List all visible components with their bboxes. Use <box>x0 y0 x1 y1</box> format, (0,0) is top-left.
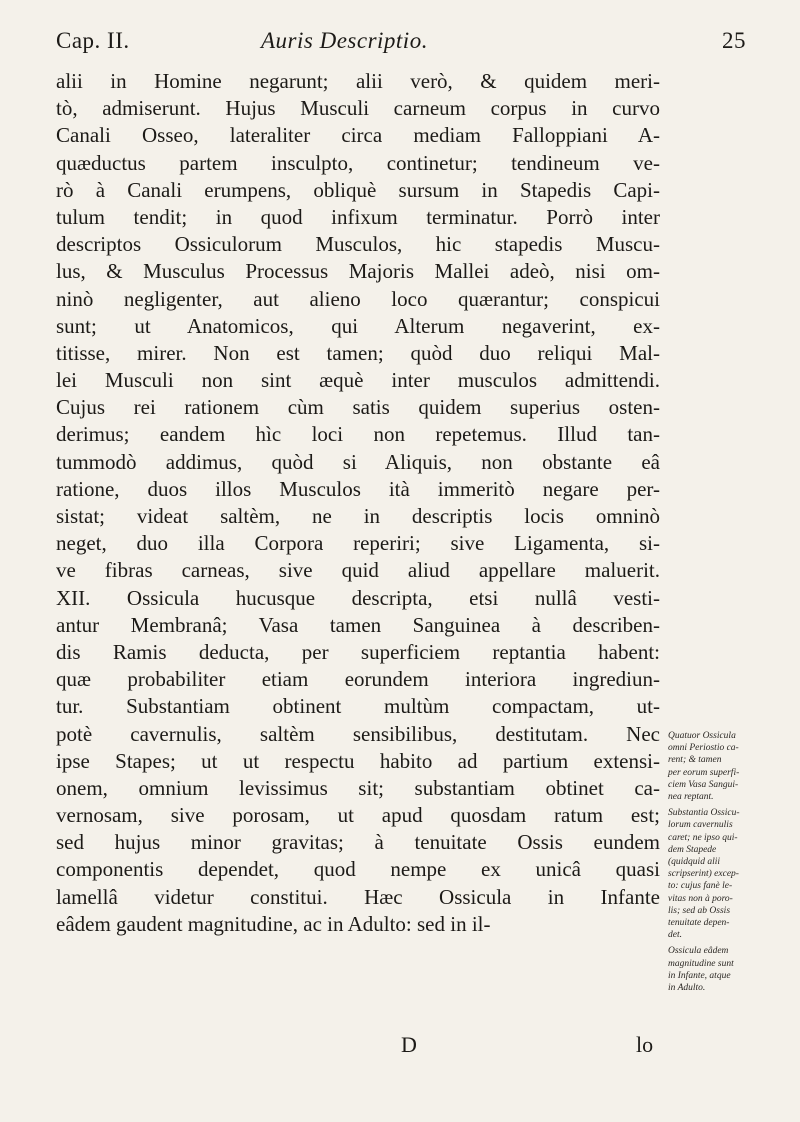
text-line: sistat; videat saltèm, ne in descriptis locis omninò <box>56 504 660 528</box>
margin-note-line: to: cujus fanè le- <box>668 881 733 892</box>
running-title: Auris Descriptio. <box>261 28 428 53</box>
margin-note-line: det. <box>668 930 682 941</box>
text-line: sunt; ut Anatomicos, qui Alterum negaverint, ex- <box>56 313 660 338</box>
margin-note-line: tenuitate depen- <box>668 918 730 929</box>
signature-mark: D <box>401 1032 417 1057</box>
page-footer <box>56 1032 696 1062</box>
margin-note-line: scripserint) excep- <box>668 869 739 880</box>
margin-note-line: per eorum superfi- <box>668 767 740 778</box>
text-line: ve fibras carneas, sive quid aliud appellare maluerit. <box>56 558 660 583</box>
text-line: alii in Homine negarunt; alii verò, & quidem meri- <box>56 69 660 93</box>
margin-note-line: omni Periostio ca- <box>668 743 739 754</box>
text-line: Canali Osseo, lateraliter circa mediam Falloppiani A- <box>56 123 660 148</box>
margin-note-line: lorum cavernulis <box>668 820 733 831</box>
margin-note <box>668 945 748 994</box>
text-line: lus, & Musculus Processus Majoris Mallei adeò, nisi om- <box>56 259 660 284</box>
margin-notes <box>668 730 748 998</box>
text-line: rò à Canali erumpens, obliquè sursum in Stapedis Capi- <box>56 177 660 202</box>
margin-note-line: dem Stapede <box>668 844 717 855</box>
text-line: lamellâ videtur constitui. Hæc Ossicula in Infante <box>56 884 660 909</box>
text-line: ninò negligenter, aut alieno loco quærantur; conspicui <box>56 286 660 311</box>
running-header <box>56 18 746 68</box>
margin-note-line: magnitudine sunt <box>668 958 734 969</box>
chapter-label: Cap. II. <box>56 28 130 53</box>
text-line: tulum tendit; in quod infixum terminatur. Porrò inter <box>56 204 660 229</box>
text-line: Cujus rei rationem cùm satis quidem superius osten- <box>56 395 660 420</box>
margin-note-line: (quidquid alii <box>668 857 720 868</box>
margin-note <box>668 807 748 941</box>
text-line: lei Musculi non sint æquè inter musculos admittendi. <box>56 368 660 393</box>
margin-note-line: Substantia Ossicu- <box>668 808 740 819</box>
text-line: dis Ramis deducta, per superficiem reptantia habent: <box>56 639 660 664</box>
text-line: descriptos Ossiculorum Musculos, hic stapedis Muscu- <box>56 232 660 257</box>
margin-note-line: vitas non à poro- <box>668 893 733 904</box>
text-line: sed hujus minor gravitas; à tenuitate Ossis eundem <box>56 830 660 855</box>
main-paragraph <box>56 68 660 938</box>
text-line: XII. Ossicula hucusque descripta, etsi nullâ vesti- <box>56 585 660 610</box>
margin-note-line: in Adulto. <box>668 983 706 994</box>
text-line: tur. Substantiam obtinent multùm compactam, ut- <box>56 694 660 719</box>
text-line: derimus; eandem hìc loci non repetemus. Illud tan- <box>56 422 660 447</box>
page-number: 25 <box>722 28 746 53</box>
margin-note-line: rent; & tamen <box>668 755 722 766</box>
text-line: quæ probabiliter etiam eorundem interiora ingrediun- <box>56 667 660 692</box>
text-line: tummodò addimus, quòd si Aliquis, non obstante eâ <box>56 449 660 474</box>
text-line: titisse, mirer. Non est tamen; quòd duo reliqui Mal- <box>56 340 660 365</box>
margin-note-line: Quatuor Ossicula <box>668 731 736 741</box>
text-line: ratione, duos illos Musculos ità immeritò negare per- <box>56 476 660 501</box>
text-line: vernosam, sive porosam, ut apud quosdam ratum est; <box>56 803 660 828</box>
text-line: quæductus partem insculpto, continetur; tendineum ve- <box>56 150 660 175</box>
text-line: neget, duo illa Corpora reperiri; sive Ligamenta, si- <box>56 531 660 556</box>
text-line: tò, admiserunt. Hujus Musculi carneum corpus in curvo <box>56 96 660 121</box>
text-line: onem, omnium levissimus sit; substantiam obtinet ca- <box>56 775 660 800</box>
text-line: potè cavernulis, saltèm sensibilibus, destitutam. Nec <box>56 721 660 746</box>
margin-note-line: nea reptant. <box>668 792 714 803</box>
margin-note-line: Ossicula eâdem <box>668 946 729 957</box>
margin-note-line: caret; ne ipso qui- <box>668 832 738 843</box>
margin-note-line: ciem Vasa Sangui- <box>668 779 739 790</box>
margin-note <box>668 730 748 803</box>
text-line: ipse Stapes; ut ut respectu habito ad partium extensi- <box>56 748 660 773</box>
text-line: componentis dependet, quod nempe ex unicâ quasi <box>56 857 660 882</box>
text-line: antur Membranâ; Vasa tamen Sanguinea à describen- <box>56 612 660 637</box>
text-line: eâdem gaudent magnitudine, ac in Adulto: sed in il- <box>56 911 491 936</box>
margin-note-line: in Infante, atque <box>668 970 731 981</box>
catchword: lo <box>636 1032 654 1057</box>
margin-note-line: lis; sed ab Ossis <box>668 905 731 916</box>
